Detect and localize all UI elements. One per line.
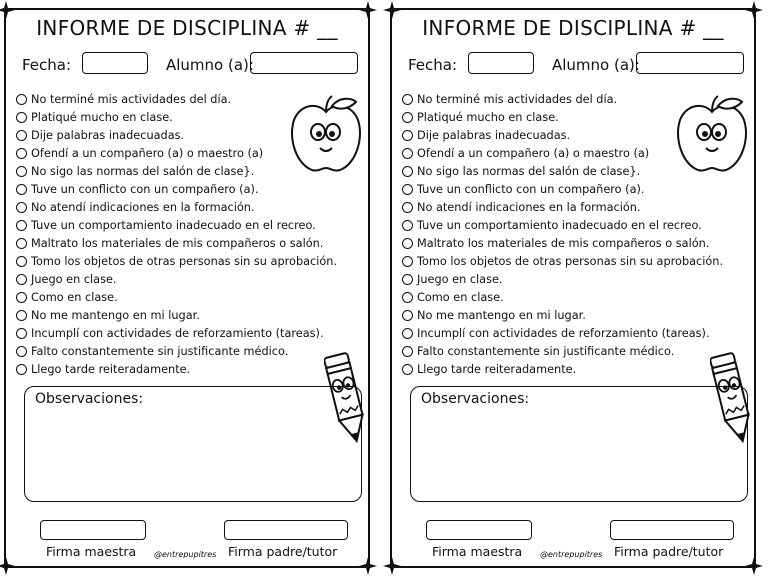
list-item[interactable]: No sigo las normas del salón de clase}. [402,162,752,180]
checkbox-circle[interactable] [402,256,413,267]
firma-padre-field[interactable] [224,520,348,540]
list-item[interactable]: Juego en clase. [16,270,366,288]
checkbox-circle[interactable] [402,220,413,231]
list-item[interactable]: No terminé mis actividades del día. [402,90,752,108]
fecha-field[interactable] [468,52,534,74]
list-item[interactable]: Platiqué mucho en clase. [16,108,366,126]
credit-text: @entrepupitres [540,550,603,559]
observaciones-label: Observaciones: [421,391,530,407]
checkbox-circle[interactable] [16,112,27,123]
observaciones-label: Observaciones: [35,391,144,407]
checkbox-circle[interactable] [402,310,413,321]
checkbox-circle[interactable] [402,274,413,285]
list-item[interactable]: Ofendí a un compañero (a) o maestro (a) [16,144,366,162]
list-item[interactable]: Ofendí a un compañero (a) o maestro (a) [402,144,752,162]
observaciones-box[interactable] [410,386,748,502]
discipline-report-left [4,8,370,568]
report-title: INFORME DE DISCIPLINA # __ [36,16,338,40]
fecha-label: Fecha: [22,56,72,74]
list-item[interactable]: Dije palabras inadecuadas. [16,126,366,144]
checkbox-circle[interactable] [402,130,413,141]
checkbox-circle[interactable] [402,238,413,249]
list-item[interactable]: Tomo los objetos de otras personas sin su aprobación. [16,252,366,270]
fecha-label: Fecha: [408,56,458,74]
list-item[interactable]: Tuve un conflicto con un compañero (a). [16,180,366,198]
firma-maestra-label: Firma maestra [46,544,137,559]
firma-padre-label: Firma padre/tutor [228,544,338,559]
corner-ornament-icon [745,557,763,575]
list-item[interactable]: No terminé mis actividades del día. [16,90,366,108]
list-item[interactable]: No atendí indicaciones en la formación. [16,198,366,216]
checkbox-circle[interactable] [16,274,27,285]
checkbox-circle[interactable] [16,220,27,231]
alumno-field[interactable] [636,52,744,74]
firma-padre-field[interactable] [610,520,734,540]
firma-padre-label: Firma padre/tutor [614,544,724,559]
checkbox-circle[interactable] [16,166,27,177]
discipline-report-right [390,8,756,568]
checkbox-circle[interactable] [16,202,27,213]
checkbox-circle[interactable] [16,310,27,321]
checkbox-circle[interactable] [402,166,413,177]
checkbox-circle[interactable] [402,112,413,123]
list-item[interactable]: Como en clase. [16,288,366,306]
alumno-field[interactable] [250,52,358,74]
list-item[interactable]: No atendí indicaciones en la formación. [402,198,752,216]
credit-text: @entrepupitres [154,550,217,559]
checkbox-circle[interactable] [16,328,27,339]
fecha-field[interactable] [82,52,148,74]
firma-maestra-label: Firma maestra [432,544,523,559]
apple-character-icon [674,94,750,176]
checkbox-circle[interactable] [402,94,413,105]
corner-ornament-icon [383,557,401,575]
list-item[interactable]: Incumplí con actividades de reforzamiento (tareas). [402,324,752,342]
list-item[interactable]: Tuve un comportamiento inadecuado en el recreo. [402,216,752,234]
list-item[interactable]: Juego en clase. [402,270,752,288]
checkbox-circle[interactable] [402,364,413,375]
checkbox-circle[interactable] [16,130,27,141]
checkbox-circle[interactable] [16,238,27,249]
checkbox-circle[interactable] [16,346,27,357]
list-item[interactable]: No me mantengo en mi lugar. [16,306,366,324]
checkbox-circle[interactable] [402,202,413,213]
firma-maestra-field[interactable] [40,520,146,540]
list-item[interactable]: Tomo los objetos de otras personas sin su aprobación. [402,252,752,270]
list-item[interactable]: No sigo las normas del salón de clase}. [16,162,366,180]
checkbox-circle[interactable] [16,256,27,267]
checkbox-circle[interactable] [16,292,27,303]
checkbox-circle[interactable] [402,328,413,339]
report-title: INFORME DE DISCIPLINA # __ [422,16,724,40]
list-item[interactable]: Tuve un conflicto con un compañero (a). [402,180,752,198]
list-item[interactable]: Maltrato los materiales de mis compañeros o salón. [402,234,752,252]
checkbox-circle[interactable] [402,292,413,303]
checkbox-circle[interactable] [402,148,413,159]
observaciones-box[interactable] [24,386,362,502]
apple-character-icon [288,94,364,176]
checkbox-circle[interactable] [16,94,27,105]
list-item[interactable]: Falto constantemente sin justificante médico. [402,342,752,360]
list-item[interactable]: Llego tarde reiteradamente. [402,360,752,378]
list-item[interactable]: Como en clase. [402,288,752,306]
checkbox-circle[interactable] [16,364,27,375]
list-item[interactable]: Falto constantemente sin justificante médico. [16,342,366,360]
list-item[interactable]: No me mantengo en mi lugar. [402,306,752,324]
alumno-label: Alumno (a): [552,56,640,74]
corner-ornament-icon [0,557,15,575]
list-item[interactable]: Maltrato los materiales de mis compañeros o salón. [16,234,366,252]
checkbox-circle[interactable] [402,184,413,195]
checkbox-circle[interactable] [16,184,27,195]
alumno-label: Alumno (a): [166,56,254,74]
list-item[interactable]: Platiqué mucho en clase. [402,108,752,126]
list-item[interactable]: Dije palabras inadecuadas. [402,126,752,144]
list-item[interactable]: Llego tarde reiteradamente. [16,360,366,378]
firma-maestra-field[interactable] [426,520,532,540]
corner-ornament-icon [359,557,377,575]
checkbox-circle[interactable] [16,148,27,159]
checkbox-circle[interactable] [402,346,413,357]
list-item[interactable]: Tuve un comportamiento inadecuado en el recreo. [16,216,366,234]
list-item[interactable]: Incumplí con actividades de reforzamiento (tareas). [16,324,366,342]
